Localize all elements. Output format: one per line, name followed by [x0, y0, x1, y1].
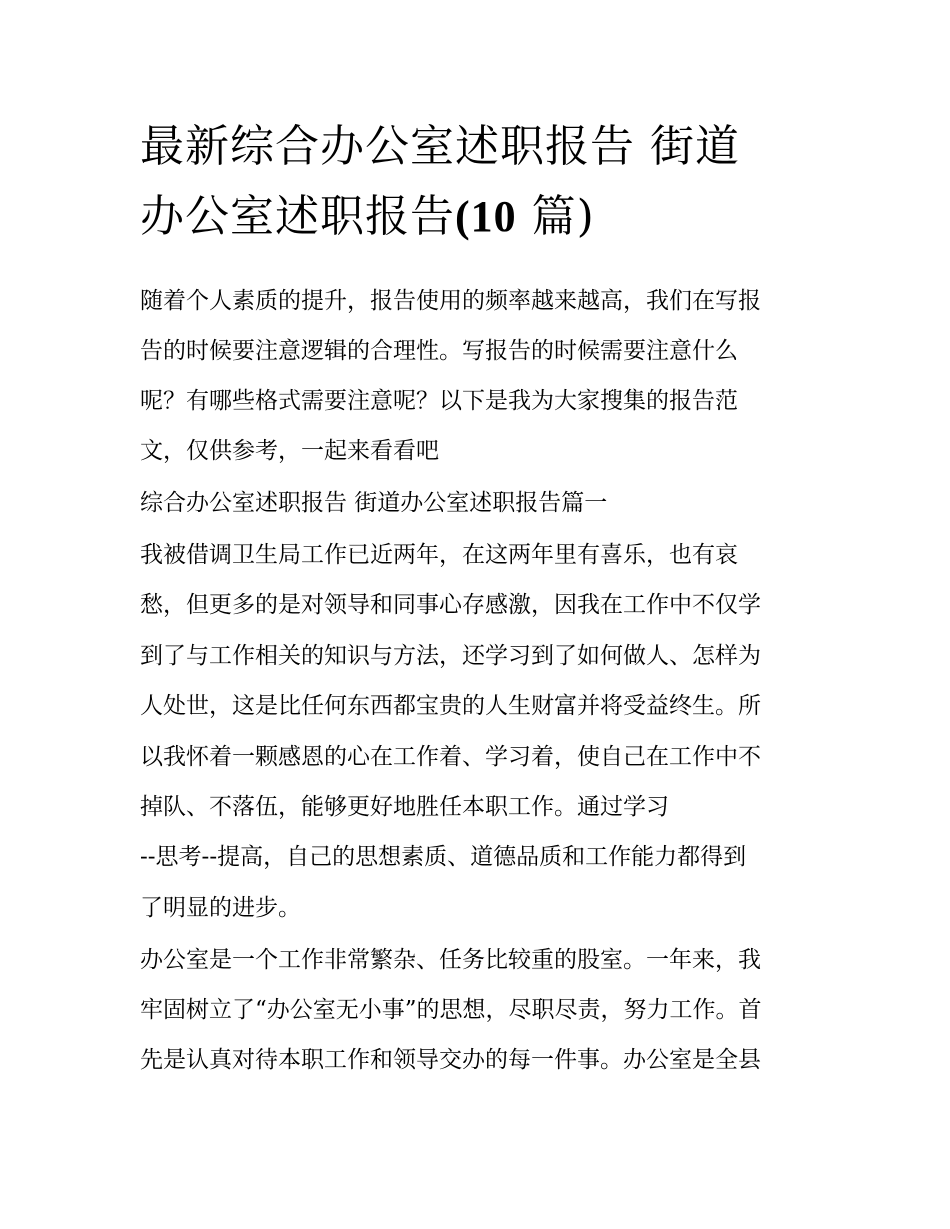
- title-part-2: 办公室述职报告: [140, 191, 455, 242]
- title-part-1: 最新综合办公室述职报告 街道: [140, 121, 740, 172]
- body-line: 办公室是一个工作非常繁杂、任务比较重的股室。一年来，我: [140, 947, 761, 973]
- title-count: 10: [470, 192, 517, 241]
- body-line: 了明显的进步。: [140, 895, 301, 921]
- body-line: 文，仅供参考，一起来看看吧: [140, 438, 439, 464]
- title-part-3: 篇): [516, 191, 595, 242]
- body-line: 愁，但更多的是对领导和同事心存感激，因我在工作中不仅学: [140, 592, 761, 618]
- body-line: 牢固树立了“办公室无小事”的思想，尽职尽责，努力工作。首: [140, 997, 762, 1023]
- body-line: 告的时候要注意逻辑的合理性。写报告的时候需要注意什么: [140, 338, 738, 364]
- body-line: --思考--提高，自己的思想素质、道德品质和工作能力都得到: [140, 844, 747, 870]
- body-line: 随着个人素质的提升，报告使用的频率越来越高，我们在写报: [140, 288, 761, 314]
- body-line: 呢？有哪些格式需要注意呢？以下是我为大家搜集的报告范: [140, 388, 738, 414]
- body-line: 人处世，这是比任何东西都宝贵的人生财富并将受益终生。所: [140, 693, 761, 719]
- title-paren-open: (: [455, 192, 471, 241]
- section-heading: 综合办公室述职报告 街道办公室述职报告篇一: [140, 490, 608, 516]
- body-line: 先是认真对待本职工作和领导交办的每一件事。办公室是全县: [140, 1047, 761, 1073]
- body-line: 以我怀着一颗感恩的心在工作着、学习着，使自己在工作中不: [140, 744, 761, 770]
- document-title: [140, 112, 820, 252]
- body-line: 到了与工作相关的知识与方法，还学习到了如何做人、怎样为: [140, 643, 761, 669]
- body-line: 我被借调卫生局工作已近两年，在这两年里有喜乐，也有哀: [140, 542, 738, 568]
- body-line: 掉队、不落伍，能够更好地胜任本职工作。通过学习: [140, 794, 669, 820]
